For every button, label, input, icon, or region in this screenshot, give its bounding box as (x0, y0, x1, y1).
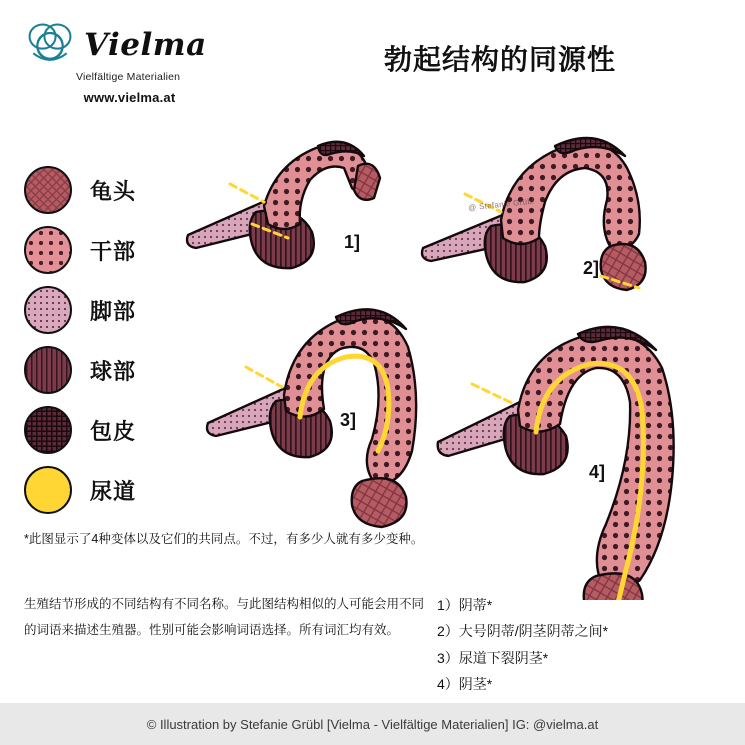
page-title: 勃起结构的同源性 (383, 44, 616, 75)
figure-3-hypospadias-penis (207, 309, 416, 527)
brand-name: Vielma (84, 26, 207, 63)
shaft-swatch-icon (24, 226, 72, 274)
figure-label-3: 3] (340, 410, 357, 430)
figure-2-large-clitoris (422, 138, 646, 290)
brand-logo (22, 18, 237, 105)
legend-label-glans: 龟头 (90, 178, 137, 204)
key-item-2: 2）大号阴蒂/阴茎阴蒂之间* (437, 623, 609, 640)
legend-label-crus: 脚部 (90, 298, 137, 324)
glans-swatch-icon (24, 166, 72, 214)
figure-watermark: @ Stefanie Grübl (467, 196, 535, 213)
crus-swatch-icon (24, 286, 72, 334)
footer-credit-text: © Illustration by Stefanie Grübl [Vielma - Vielfältige Materialien] IG: @vielma.at (146, 716, 599, 732)
footnote-text: *此图显示了4种变体以及它们的共同点。不过，有多少人就有多少变种。 (24, 532, 424, 546)
foreskin-swatch-icon (24, 406, 72, 454)
bulb-swatch-icon (24, 346, 72, 394)
figure-4-penis (438, 327, 674, 600)
figure-label-1: 1] (344, 232, 361, 252)
infinity-knot-logo-icon (22, 18, 78, 70)
figure-label-4: 4] (589, 462, 606, 482)
key-item-3: 3）尿道下裂阴茎* (437, 649, 549, 666)
figure-key-list (437, 592, 737, 697)
legend-label-urethra: 尿道 (90, 478, 137, 504)
key-item-1: 1）阴蒂* (437, 597, 493, 613)
legend-label-foreskin: 包皮 (90, 418, 137, 444)
logo-row (22, 18, 237, 70)
figure-label-2: 2] (583, 258, 600, 278)
description-text: 生殖结节形成的不同结构有不同名称。与此图结构相似的人可能会用不同的词语来描述生殖器。性别可能会影响词语选择。所有词汇均有效。 (24, 597, 425, 637)
footer-credit-bar (0, 703, 745, 745)
brand-url: www.vielma.at (83, 90, 176, 105)
brand-tagline: Vielfältige Materialien (76, 71, 181, 83)
legend-label-bulb: 球部 (90, 358, 137, 384)
urethra-swatch-icon (24, 466, 72, 514)
legend-label-shaft: 干部 (90, 238, 137, 264)
key-item-4: 4）阴茎* (437, 675, 493, 692)
